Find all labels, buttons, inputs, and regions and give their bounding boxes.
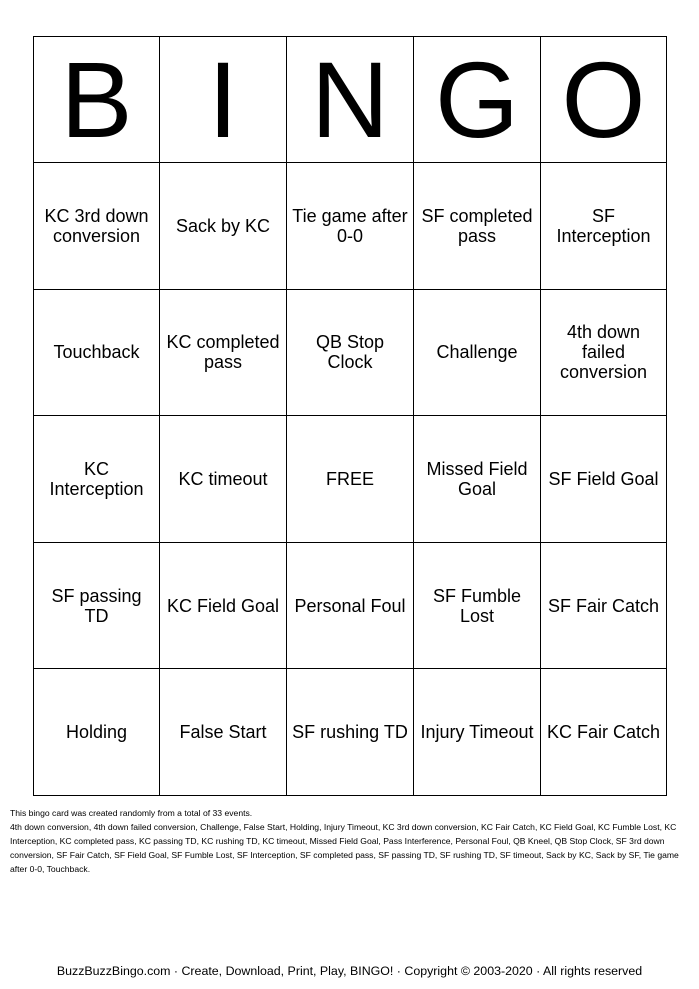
bingo-cell: KC timeout: [160, 416, 287, 543]
header-letter-g: G: [414, 37, 541, 163]
bingo-row: [34, 669, 667, 796]
free-cell: FREE: [287, 416, 414, 543]
bingo-cell: SF Field Goal: [541, 416, 667, 543]
bingo-cell: SF rushing TD: [287, 669, 414, 796]
bingo-cell: KC Field Goal: [160, 542, 287, 669]
bingo-cell: Challenge: [414, 289, 541, 416]
header-letter-o: O: [541, 37, 667, 163]
bingo-cell: False Start: [160, 669, 287, 796]
header-letter-n: N: [287, 37, 414, 163]
event-list: 4th down conversion, 4th down failed conversion, Challenge, False Start, Holding, Injury Timeout, KC 3rd down conversion, KC Fair Catch, KC Field Goal, KC Fumble Lost, KC Interception, KC completed pass, KC passing TD, KC rushing TD, KC timeout, Missed Field Goal, Pass Interference, Personal Foul, QB Kneel, QB Stop Clock, SF 3rd down conversion, SF Fair Catch, SF Field Goal, SF Fumble Lost, SF Interception, SF completed pass, SF passing TD, SF rushing TD, SF timeout, Sack by KC, Sack by SF, Tie game after 0-0, Touchback.: [10, 822, 679, 874]
bingo-cell: 4th down failed conversion: [541, 289, 667, 416]
bingo-cell: SF Fumble Lost: [414, 542, 541, 669]
bingo-cell: Injury Timeout: [414, 669, 541, 796]
bingo-row: [34, 163, 667, 290]
bingo-cell: SF passing TD: [34, 542, 160, 669]
bingo-cell: Holding: [34, 669, 160, 796]
site-credit: BuzzBuzzBingo.com · Create, Download, Print, Play, BINGO! · Copyright © 2003-2020 · All rights reserved: [56, 964, 643, 978]
bingo-cell: KC completed pass: [160, 289, 287, 416]
header-letter-i: I: [160, 37, 287, 163]
bingo-cell: Sack by KC: [160, 163, 287, 290]
bingo-cell: Missed Field Goal: [414, 416, 541, 543]
bingo-cell: KC Interception: [34, 416, 160, 543]
bingo-header-row: [34, 37, 667, 163]
bingo-cell: SF completed pass: [414, 163, 541, 290]
bingo-cell: KC Fair Catch: [541, 669, 667, 796]
header-letter-b: B: [34, 37, 160, 163]
bingo-cell: Tie game after 0-0: [287, 163, 414, 290]
bingo-row: [34, 542, 667, 669]
bingo-cell: KC 3rd down conversion: [34, 163, 160, 290]
bingo-cell: Touchback: [34, 289, 160, 416]
card-notes: [10, 806, 685, 876]
bingo-card: [33, 36, 667, 796]
bingo-cell: Personal Foul: [287, 542, 414, 669]
bingo-cell: SF Interception: [541, 163, 667, 290]
card-summary: This bingo card was created randomly from a total of 33 events.: [10, 808, 253, 818]
bingo-cell: QB Stop Clock: [287, 289, 414, 416]
bingo-row: [34, 416, 667, 543]
bingo-row: [34, 289, 667, 416]
bingo-cell: SF Fair Catch: [541, 542, 667, 669]
